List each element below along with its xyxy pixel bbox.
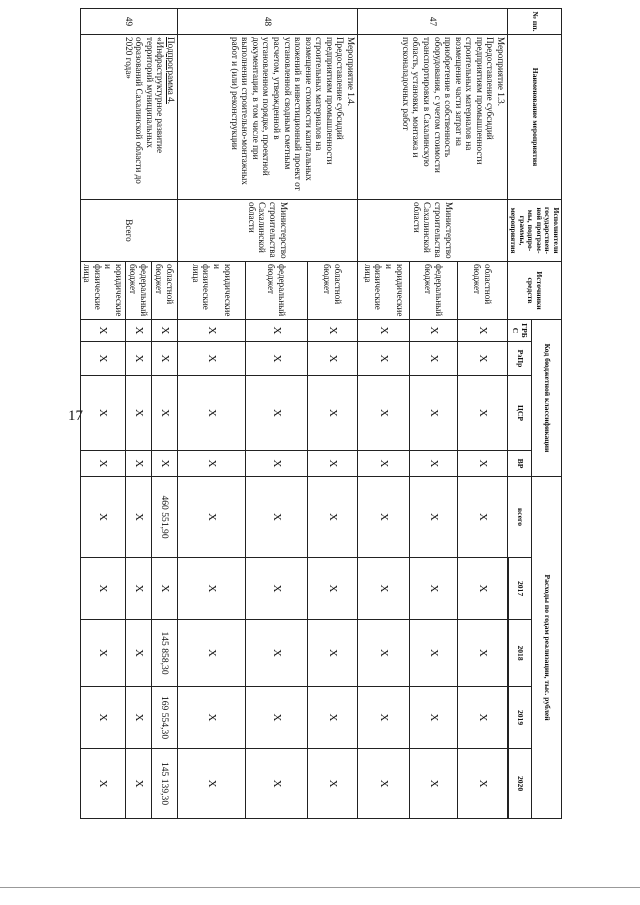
cell-csr: X — [358, 376, 410, 451]
row-description — [80, 35, 177, 200]
header-budget-code: Код бюджетной классификации — [532, 320, 562, 477]
cell-vr: X — [126, 451, 152, 477]
source-cell: юридические и физические лица — [178, 262, 246, 320]
header-vr: ВР — [508, 451, 532, 477]
row-executor: Министерство строительства Сахалинской области — [358, 200, 508, 262]
source-cell: областной бюджет — [152, 262, 178, 320]
cell-rzpr: X — [410, 342, 458, 376]
cell-2017: X — [358, 558, 410, 620]
header-2020: 2020 — [509, 749, 532, 819]
cell-2017: X — [246, 558, 308, 620]
source-cell: юридические и физические лица — [358, 262, 410, 320]
header-2019: 2019 — [509, 687, 532, 749]
cell-2017: X — [410, 558, 458, 620]
rotated-page — [82, 8, 562, 818]
cell-grbs: X — [80, 320, 125, 342]
cell-2017: X — [308, 558, 358, 620]
cell-grbs: X — [152, 320, 178, 342]
cell-vr: X — [308, 451, 358, 477]
cell-rzpr: X — [152, 342, 178, 376]
scan-edge-line — [0, 887, 640, 888]
cell-csr: X — [178, 376, 246, 451]
cell-grbs: X — [178, 320, 246, 342]
cell-total: X — [246, 477, 308, 558]
cell-2018: X — [308, 620, 358, 687]
cell-2020: X — [80, 749, 125, 819]
row-description — [358, 35, 508, 200]
header-row-1 — [532, 9, 562, 819]
source-cell: юридические и физические лица — [80, 262, 125, 320]
cell-2018: X — [410, 620, 458, 687]
cell-2017: X — [178, 558, 246, 620]
cell-csr: X — [152, 376, 178, 451]
cell-total: X — [80, 477, 125, 558]
source-cell: федеральный бюджет — [246, 262, 308, 320]
header-expenses: Расходы по годам реализации, тыс. рублей — [532, 477, 562, 819]
source-cell: областной бюджет — [308, 262, 358, 320]
cell-rzpr: X — [80, 342, 125, 376]
cell-2019: X — [410, 687, 458, 749]
table-row — [308, 9, 358, 819]
row-executor: Всего — [80, 200, 177, 262]
cell-csr: X — [126, 376, 152, 451]
cell-csr: X — [80, 376, 125, 451]
cell-2019: 169 554,30 — [152, 687, 178, 749]
source-cell: федеральный бюджет — [410, 262, 458, 320]
cell-2019: X — [358, 687, 410, 749]
row-executor: Министерство строительства Сахалинской области — [178, 200, 358, 262]
page-number: 17 — [68, 408, 83, 424]
cell-grbs: X — [246, 320, 308, 342]
expenses-table — [80, 8, 562, 819]
cell-2018: X — [358, 620, 410, 687]
cell-2019: X — [246, 687, 308, 749]
cell-total: X — [308, 477, 358, 558]
row-name: Предоставление субсидий предприятиям промышленности строительных материалов на возмещение части затрат на приобретение в собственность оборудования, с учетом стоимости транспортировки в Сахалинскую область, установки, монтажа и пусконаладочных работ — [400, 37, 496, 173]
source-cell: областной бюджет — [458, 262, 508, 320]
row-number: 47 — [358, 9, 508, 35]
cell-2017: X — [80, 558, 125, 620]
row-name: «Инфраструктурное развитие территорий муниципальных образований Сахалинской области до 2020 года» — [123, 37, 166, 184]
cell-grbs: X — [410, 320, 458, 342]
header-name: Наименование мероприятия — [508, 35, 562, 200]
cell-2018: X — [246, 620, 308, 687]
cell-rzpr: X — [358, 342, 410, 376]
table-row — [458, 9, 508, 819]
cell-2017: X — [126, 558, 152, 620]
cell-2020: X — [410, 749, 458, 819]
header-total: всего — [508, 477, 532, 558]
cell-2020: X — [178, 749, 246, 819]
cell-2018: X — [80, 620, 125, 687]
cell-total: X — [358, 477, 410, 558]
cell-2020: X — [246, 749, 308, 819]
cell-csr: X — [308, 376, 358, 451]
cell-csr: X — [246, 376, 308, 451]
cell-rzpr: X — [126, 342, 152, 376]
cell-total: 460 551,90 — [152, 477, 178, 558]
cell-vr: X — [152, 451, 178, 477]
cell-rzpr: X — [246, 342, 308, 376]
header-2018: 2018 — [509, 620, 532, 687]
cell-2019: X — [178, 687, 246, 749]
header-no: № пп. — [508, 9, 562, 35]
cell-2017: X — [458, 558, 508, 620]
row-description — [178, 35, 358, 200]
cell-2019: X — [80, 687, 125, 749]
cell-2020: X — [126, 749, 152, 819]
row-name: Предоставление субсидий предприятиям промышленности строительных материалов на возмещение стоимости капитальных вложений в инвестиционный проект от установленной сводным сметным расчетом, утвержденной в установленном порядке, проектной документации, в том числе при выполнении строительно-монтажных работ и (или) реконструкции — [229, 37, 346, 191]
header-source: Источники средств — [508, 262, 562, 320]
cell-2017: X — [152, 558, 178, 620]
header-executor: Исполнители государствен-ной програм-мы, подпро-граммы, мероприятия — [508, 200, 562, 262]
cell-2018: X — [126, 620, 152, 687]
cell-vr: X — [246, 451, 308, 477]
cell-vr: X — [358, 451, 410, 477]
table-frame — [82, 8, 562, 818]
cell-vr: X — [80, 451, 125, 477]
cell-2019: X — [458, 687, 508, 749]
cell-total: X — [126, 477, 152, 558]
row-number: 49 — [80, 9, 177, 35]
cell-rzpr: X — [458, 342, 508, 376]
cell-total: X — [178, 477, 246, 558]
cell-2019: X — [308, 687, 358, 749]
row-title: Мероприятие 1.4. — [346, 37, 356, 107]
cell-grbs: X — [126, 320, 152, 342]
cell-vr: X — [458, 451, 508, 477]
header-csr: ЦСР — [508, 376, 532, 451]
row-title: Подпрограмма 4. — [166, 37, 176, 105]
cell-2020: X — [308, 749, 358, 819]
cell-vr: X — [178, 451, 246, 477]
cell-2018: X — [458, 620, 508, 687]
cell-2018: 145 858,30 — [152, 620, 178, 687]
cell-csr: X — [458, 376, 508, 451]
cell-2019: X — [126, 687, 152, 749]
cell-vr: X — [410, 451, 458, 477]
cell-grbs: X — [458, 320, 508, 342]
cell-csr: X — [410, 376, 458, 451]
cell-2018: X — [178, 620, 246, 687]
header-grbs: ГРБ С — [508, 320, 532, 342]
table-row — [152, 9, 178, 819]
row-number: 48 — [178, 9, 358, 35]
cell-rzpr: X — [308, 342, 358, 376]
cell-2020: X — [358, 749, 410, 819]
header-rzpr: РзПр — [508, 342, 532, 376]
cell-grbs: X — [358, 320, 410, 342]
source-cell: федеральный бюджет — [126, 262, 152, 320]
cell-total: X — [410, 477, 458, 558]
header-2017: 2017 — [509, 558, 532, 620]
cell-2020: X — [458, 749, 508, 819]
cell-2020: 145 139,30 — [152, 749, 178, 819]
cell-rzpr: X — [178, 342, 246, 376]
cell-total: X — [458, 477, 508, 558]
row-title: Мероприятие 1.3. — [496, 37, 506, 107]
cell-grbs: X — [308, 320, 358, 342]
